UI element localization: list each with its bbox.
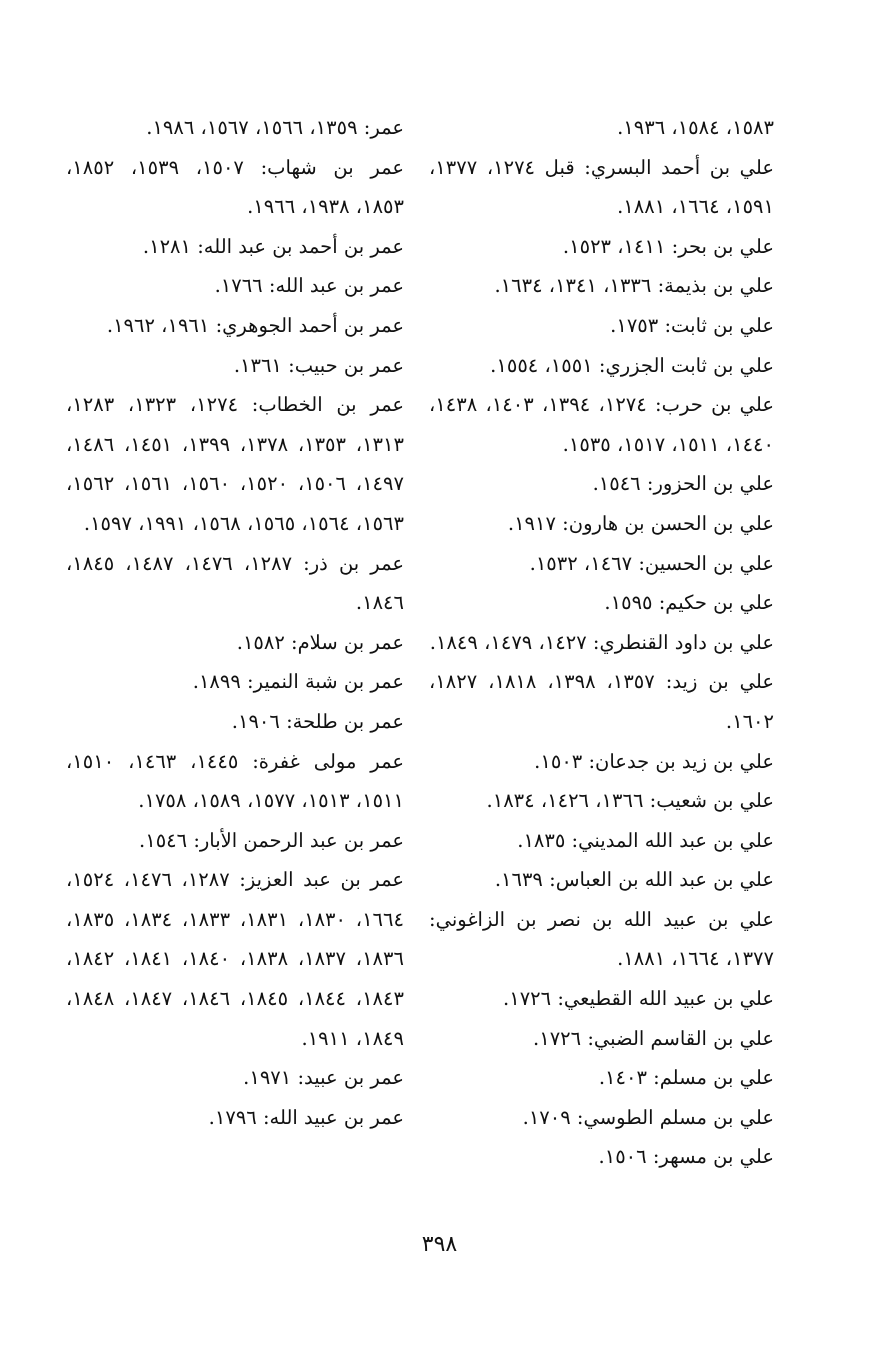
index-entry: علي بن بذيمة: ١٣٣٦، ١٣٤١، ١٦٣٤. — [494, 274, 774, 298]
index-entry: عمر بن سلام: ١٥٨٢. — [236, 630, 404, 654]
index-column-left — [66, 108, 404, 1137]
index-entry: عمر بن عبد الرحمن الأبار: ١٥٤٦. — [139, 828, 404, 852]
index-entry: عمر بن ذر: ١٢٨٧، ١٤٧٦، ١٤٨٧، ١٨٤٥، ١٨٤٦. — [66, 551, 404, 615]
index-entry: عمر بن أحمد بن عبد الله: ١٢٨١. — [142, 234, 404, 258]
index-entry: عمر بن عبد العزيز: ١٢٨٧، ١٤٧٦، ١٥٢٤، ١٦٦٤، ١٨٣٠، ١٨٣١، ١٨٣٣، ١٨٣٤، ١٨٣٥، ١٨٣٦، ١٨٣٧، ١٨٣٨، ١٨٤٠، ١٨٤١، ١٨٤٢، ١٨٤٣، ١٨٤٤، ١٨٤٥، ١٨٤٦، ١٨٤٧، ١٨٤٨، ١٨٤٩، ١٩١١. — [66, 868, 404, 1050]
index-entry: علي بن القاسم الضبي: ١٧٢٦. — [533, 1026, 774, 1050]
index-entry: علي بن زيد: ١٣٥٧، ١٣٩٨، ١٨١٨، ١٨٢٧، ١٦٠٢. — [429, 670, 774, 733]
index-entry: علي بن داود القنطري: ١٤٢٧، ١٤٧٩، ١٨٤٩. — [429, 630, 774, 654]
index-entry: عمر: ١٣٥٩، ١٥٦٦، ١٥٦٧، ١٩٨٦. — [146, 116, 404, 139]
index-entry: علي بن بحر: ١٤١١، ١٥٢٣. — [562, 234, 774, 258]
index-entry: علي بن الحسين: ١٤٦٧، ١٥٣٢. — [529, 551, 774, 575]
index-entry: علي بن ثابت: ١٧٥٣. — [610, 313, 774, 337]
index-entry: ١٥٨٣، ١٥٨٤، ١٩٣٦. — [617, 116, 774, 139]
index-entry: علي بن أحمد البسري: قبل ١٢٧٤، ١٣٧٧، ١٥٩١، ١٦٦٤، ١٨٨١. — [429, 155, 775, 219]
index-entry: علي بن مسهر: ١٥٠٦. — [598, 1145, 774, 1169]
index-entry: عمر مولى غفرة: ١٤٤٥، ١٤٦٣، ١٥١٠، ١٥١١، ١٥١٣، ١٥٧٧، ١٥٨٩، ١٧٥٨. — [66, 749, 404, 813]
index-entry: عمر بن الخطاب: ١٢٧٤، ١٣٢٣، ١٢٨٣، ١٣١٣، ١٣٥٣، ١٣٧٨، ١٣٩٩، ١٤٥١، ١٤٨٦، ١٤٩٧، ١٥٠٦، ١٥٢٠، ١٥٦٠، ١٥٦١، ١٥٦٢، ١٥٦٣، ١٥٦٤، ١٥٦٥، ١٥٦٨، ١٩٩١، ١٥٩٧. — [66, 393, 404, 535]
index-entry: عمر بن طلحة: ١٩٠٦. — [231, 709, 404, 733]
index-entry: علي بن حرب: ١٢٧٤، ١٣٩٤، ١٤٠٣، ١٤٣٨، ١٤٤٠، ١٥١١، ١٥١٧، ١٥٣٥. — [429, 393, 775, 456]
index-entry: عمر بن عبيد الله: ١٧٩٦. — [208, 1105, 404, 1129]
index-entry: علي بن عبيد الله بن نصر بن الزاغوني: ١٣٧٧، ١٦٦٤، ١٨٨١. — [429, 907, 774, 971]
index-entry: علي بن شعيب: ١٣٦٦، ١٤٢٦، ١٨٣٤. — [486, 789, 774, 813]
page-number: ٣٩٨ — [421, 1232, 458, 1257]
index-entry: علي بن عبد الله بن العباس: ١٦٣٩. — [494, 868, 774, 892]
index-entry: علي بن حكيم: ١٥٩٥. — [604, 591, 774, 615]
index-entry: عمر بن عبد الله: ١٧٦٦. — [214, 274, 404, 298]
index-entry: عمر بن شبة النمير: ١٨٩٩. — [192, 670, 404, 694]
index-entry: علي بن زيد بن جدعان: ١٥٠٣. — [534, 749, 774, 773]
index-entry: عمر بن حبيب: ١٣٦١. — [233, 353, 404, 377]
index-entry: عمر بن أحمد الجوهري: ١٩٦١، ١٩٦٢. — [106, 313, 404, 337]
index-column-right — [429, 108, 774, 1177]
index-entry: عمر بن شهاب: ١٥٠٧، ١٥٣٩، ١٨٥٢، ١٨٥٣، ١٩٣٨، ١٩٦٦. — [66, 155, 405, 219]
index-entry: علي بن الحزور: ١٥٤٦. — [592, 472, 774, 496]
index-entry: عمر بن عبيد: ١٩٧١. — [243, 1066, 404, 1090]
index-entry: علي بن عبد الله المديني: ١٨٣٥. — [517, 828, 774, 852]
index-entry: علي بن مسلم الطوسي: ١٧٠٩. — [522, 1105, 774, 1129]
index-entry: علي بن مسلم: ١٤٠٣. — [598, 1066, 774, 1090]
index-entry: علي بن عبيد الله القطيعي: ١٧٢٦. — [503, 987, 774, 1011]
index-entry: علي بن الحسن بن هارون: ١٩١٧. — [507, 511, 774, 535]
index-entry: علي بن ثابت الجزري: ١٥٥١، ١٥٥٤. — [490, 353, 774, 377]
